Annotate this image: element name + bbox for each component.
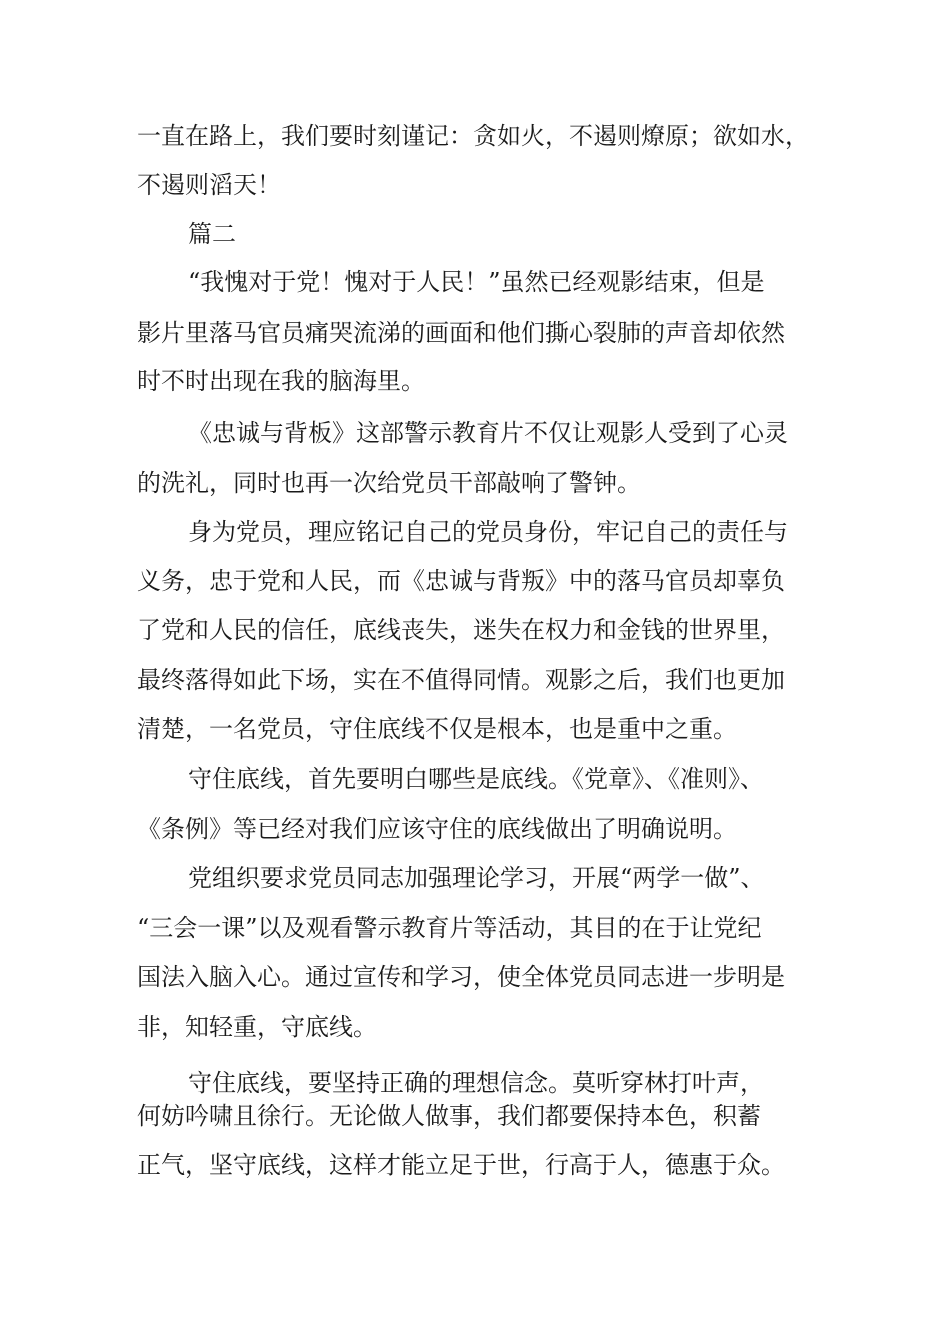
text-line: 义务，忠于党和人民，而《忠诚与背叛》中的落马官员却辜负 xyxy=(137,567,785,595)
text-line: 《条例》等已经对我们应该守住的底线做出了明确说明。 xyxy=(137,815,737,843)
text-line: 最终落得如此下场，实在不值得同情。观影之后，我们也更加 xyxy=(137,666,785,694)
section-heading: 篇二 xyxy=(188,220,236,248)
text-line: 国法入脑入心。通过宣传和学习，使全体党员同志进一步明是 xyxy=(137,963,785,991)
text-line: “三会一课”以及观看警示教育片等活动，其目的在于让党纪 xyxy=(137,914,762,942)
text-line: 的洗礼，同时也再一次给党员干部敲响了警钟。 xyxy=(137,469,641,497)
text-line: 影片里落马官员痛哭流涕的画面和他们撕心裂肺的声音却依然 xyxy=(137,319,785,347)
text-line: 守住底线，首先要明白哪些是底线。《党章》、《准则》、 xyxy=(188,765,764,793)
text-line: 守住底线，要坚持正确的理想信念。莫听穿林打叶声， xyxy=(188,1069,764,1097)
text-line: 清楚，一名党员，守住底线不仅是根本，也是重中之重。 xyxy=(137,715,737,743)
text-line: 身为党员，理应铭记自己的党员身份，牢记自己的责任与 xyxy=(188,518,788,546)
text-line: 党组织要求党员同志加强理论学习，开展“两学一做”、 xyxy=(188,864,765,892)
text-line: 不遏则滔天！ xyxy=(137,171,281,199)
text-line: 时不时出现在我的脑海里。 xyxy=(137,367,425,395)
text-line: 一直在路上，我们要时刻谨记：贪如火，不遏则燎原；欲如水， xyxy=(137,122,809,150)
text-line: 何妨吟啸且徐行。无论做人做事，我们都要保持本色，积蓄 xyxy=(137,1102,761,1130)
text-line: “我愧对于党！愧对于人民！”虽然已经观影结束，但是 xyxy=(188,268,765,296)
text-line: 了党和人民的信任，底线丧失，迷失在权力和金钱的世界里， xyxy=(137,616,785,644)
text-line: 《忠诚与背板》这部警示教育片不仅让观影人受到了心灵 xyxy=(188,419,788,447)
text-line: 非，知轻重，守底线。 xyxy=(137,1013,377,1041)
text-line: 正气，坚守底线，这样才能立足于世，行高于人，德惠于众。 xyxy=(137,1151,785,1179)
